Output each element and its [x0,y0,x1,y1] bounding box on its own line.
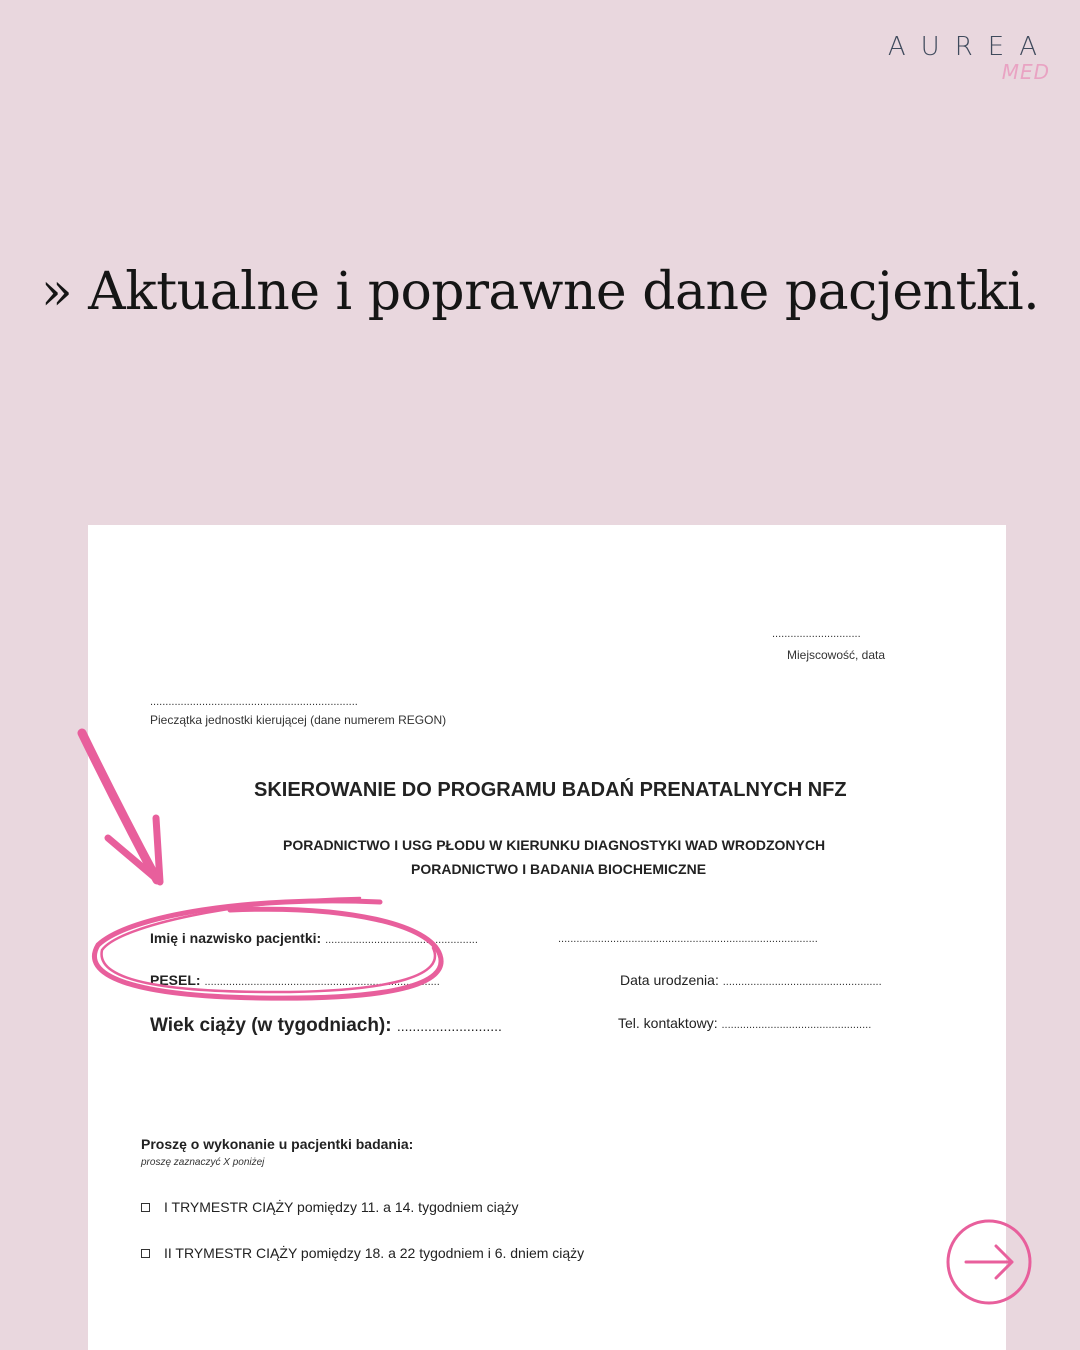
dob-row [620,972,882,988]
form-subtitle-1: PORADNICTWO I USG PŁODU W KIERUNKU DIAGNOSTYKI WAD WRODZONYCH [283,837,826,853]
gestational-age-field[interactable]: ........................... [396,1018,502,1034]
patient-name-label: Imię i nazwisko pacjentki: [150,930,322,946]
brand-subname: MED [1001,60,1050,84]
next-slide-button[interactable] [946,1219,1032,1305]
referral-form-document [88,525,1006,1350]
patient-name-row [150,930,478,946]
request-hint: proszę zaznaczyć X poniżej [141,1157,265,1168]
request-label: Proszę o wykonanie u pacjentki badania: [141,1136,414,1152]
pesel-field[interactable]: ............................................................................. [204,976,440,988]
form-title: SKIEROWANIE DO PROGRAMU BADAŃ PRENATALNYCH NFZ [254,779,847,801]
patient-name-field[interactable]: .................................................. [325,934,478,946]
dob-label: Data urodzenia: [620,972,719,988]
dob-field[interactable]: .................................................... [722,976,882,988]
pesel-label: PESEL: [150,972,201,988]
stamp-label: Pieczątka jednostki kierującej (dane numerem REGON) [150,713,447,727]
pesel-row [150,972,440,988]
gestational-age-row [150,1015,502,1037]
stamp-dots: .................................................................... [150,696,358,708]
brand-name: AUREA [887,32,1052,62]
patient-name-field-2[interactable]: ..................................................................................... [558,933,818,945]
phone-field[interactable]: ................................................. [721,1019,872,1031]
place-date-label: Miejscowość, data [787,648,886,662]
arrow-right-icon [946,1219,1032,1305]
second-trimester-checkbox[interactable] [141,1249,150,1258]
option-first-trimester[interactable] [141,1199,519,1215]
option-label: I TRYMESTR CIĄŻY pomiędzy 11. a 14. tygodniem ciąży [164,1199,519,1215]
option-second-trimester[interactable] [141,1245,584,1261]
option-label: II TRYMESTR CIĄŻY pomiędzy 18. a 22 tygodniem i 6. dniem ciąży [164,1245,585,1261]
phone-label: Tel. kontaktowy: [618,1015,718,1031]
place-date-dots: ............................. [772,628,861,640]
first-trimester-checkbox[interactable] [141,1203,150,1212]
brand-logo [882,32,1052,84]
page-title: » Aktualne i poprawne dane pacjentki. [40,262,1040,322]
phone-row [618,1015,871,1031]
gestational-age-label: Wiek ciąży (w tygodniach): [150,1015,392,1036]
form-subtitle-2: PORADNICTWO I BADANIA BIOCHEMICZNE [411,861,707,877]
